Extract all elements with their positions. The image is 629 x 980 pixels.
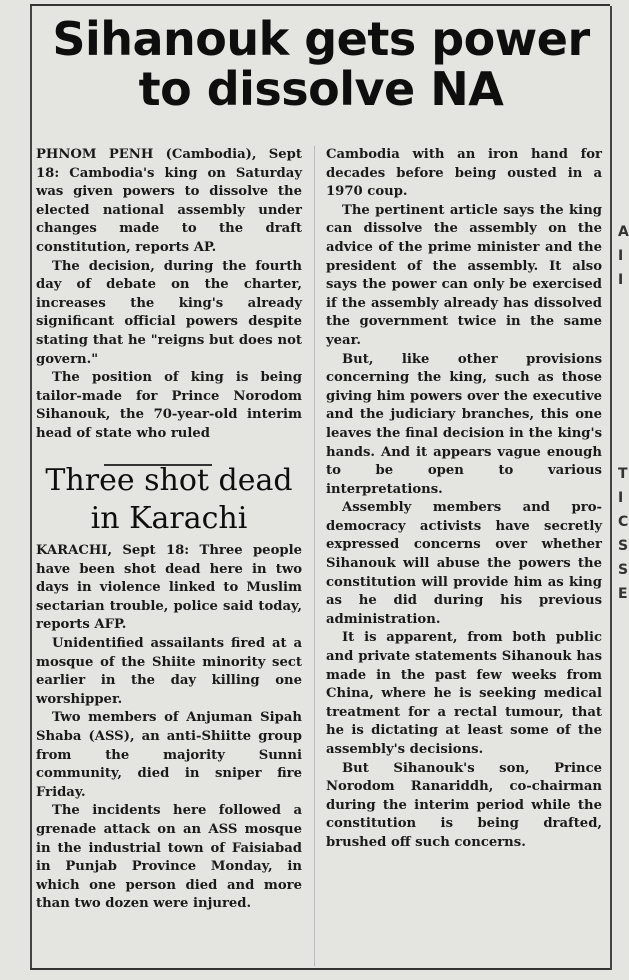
story1-paragraph: It is apparent, from both public and private statements Sihanouk has made in the past few weeks from China, where he is seeking medical treatment for a rectal tumour, that he is dictating at least some of the assembly's decisions. [326, 630, 602, 757]
story2-paragraph: KARACHI, Sept 18: Three people have been shot dead here in two days in violence linked to Muslim sectarian trouble, police said today, reports AFP. [36, 543, 302, 633]
story1-paragraph: The position of king is being tailor-made for Prince Norodom Sihanouk, the 70-year-old interim head of state who ruled [36, 370, 302, 441]
story1-column1 [36, 146, 302, 444]
top-border-rule [30, 4, 610, 6]
story2-paragraph: Unidentified assailants fired at a mosque of the Shiite minority sect earlier in the day killing one worshipper. [36, 635, 302, 707]
story2-headline-line1: Three shot dead [45, 463, 293, 498]
story1-paragraph: PHNOM PENH (Cambodia), Sept 18: Cambodia's king on Saturday was given powers to dissolve the elected national assembly under changes made to the draft constitution, reports AP. [36, 147, 302, 255]
main-headline [32, 14, 610, 114]
story1-paragraph: Assembly members and pro-democracy activists have secretly expressed concerns over whether Sihanouk will abuse the powers the constitution will provide him as king as he did during his previous administration. [326, 500, 602, 627]
story1-paragraph: But, like other provisions concerning the king, such as those giving him powers over the executive and the judiciary branches, this one leaves the final decision in the king's hands. And it appears vague enough to be open to various interpretations. [326, 351, 602, 497]
main-headline-line1: Sihanouk gets power [52, 12, 590, 66]
story2-paragraph: Two members of Anjuman Sipah Shaba (ASS), an anti-Shiitte group from the majority Sunni community, died in sniper fire Friday. [36, 710, 302, 800]
story2-column [36, 542, 302, 914]
story1-paragraph: But Sihanouk's son, Prince Norodom Ranariddh, co-chairman during the interim period while the constitution is being drafted, brushed off such concerns. [326, 760, 602, 850]
column-gutter [314, 146, 315, 966]
story1-paragraph: The pertinent article says the king can dissolve the assembly on the advice of the prime minister and the president of the assembly. It also says the power can only be exercised if the assembly already has dissolved the government twice in the same year. [326, 202, 602, 348]
bottom-border-rule [30, 968, 610, 970]
left-border-rule [30, 6, 32, 970]
story2-headline [36, 462, 302, 538]
story2-paragraph: The incidents here followed a grenade attack on an ASS mosque in the industrial town of Faisiabad in Punjab Province Monday, in which one person died and more than two dozen were injured. [36, 803, 302, 912]
story2-headline-line2: in Karachi [90, 501, 248, 536]
main-headline-line2: to dissolve NA [138, 62, 504, 116]
story1-paragraph: The decision, during the fourth day of debate on the charter, increases the king's already significant official powers despite stating that he "reigns but does not govern." [36, 258, 302, 367]
story1-column2 [326, 146, 602, 853]
adjacent-column-fragments: A I I T I C S S E [618, 224, 629, 602]
story1-paragraph: Cambodia with an iron hand for decades before being ousted in a 1970 coup. [326, 147, 602, 200]
right-border-rule [610, 6, 612, 970]
